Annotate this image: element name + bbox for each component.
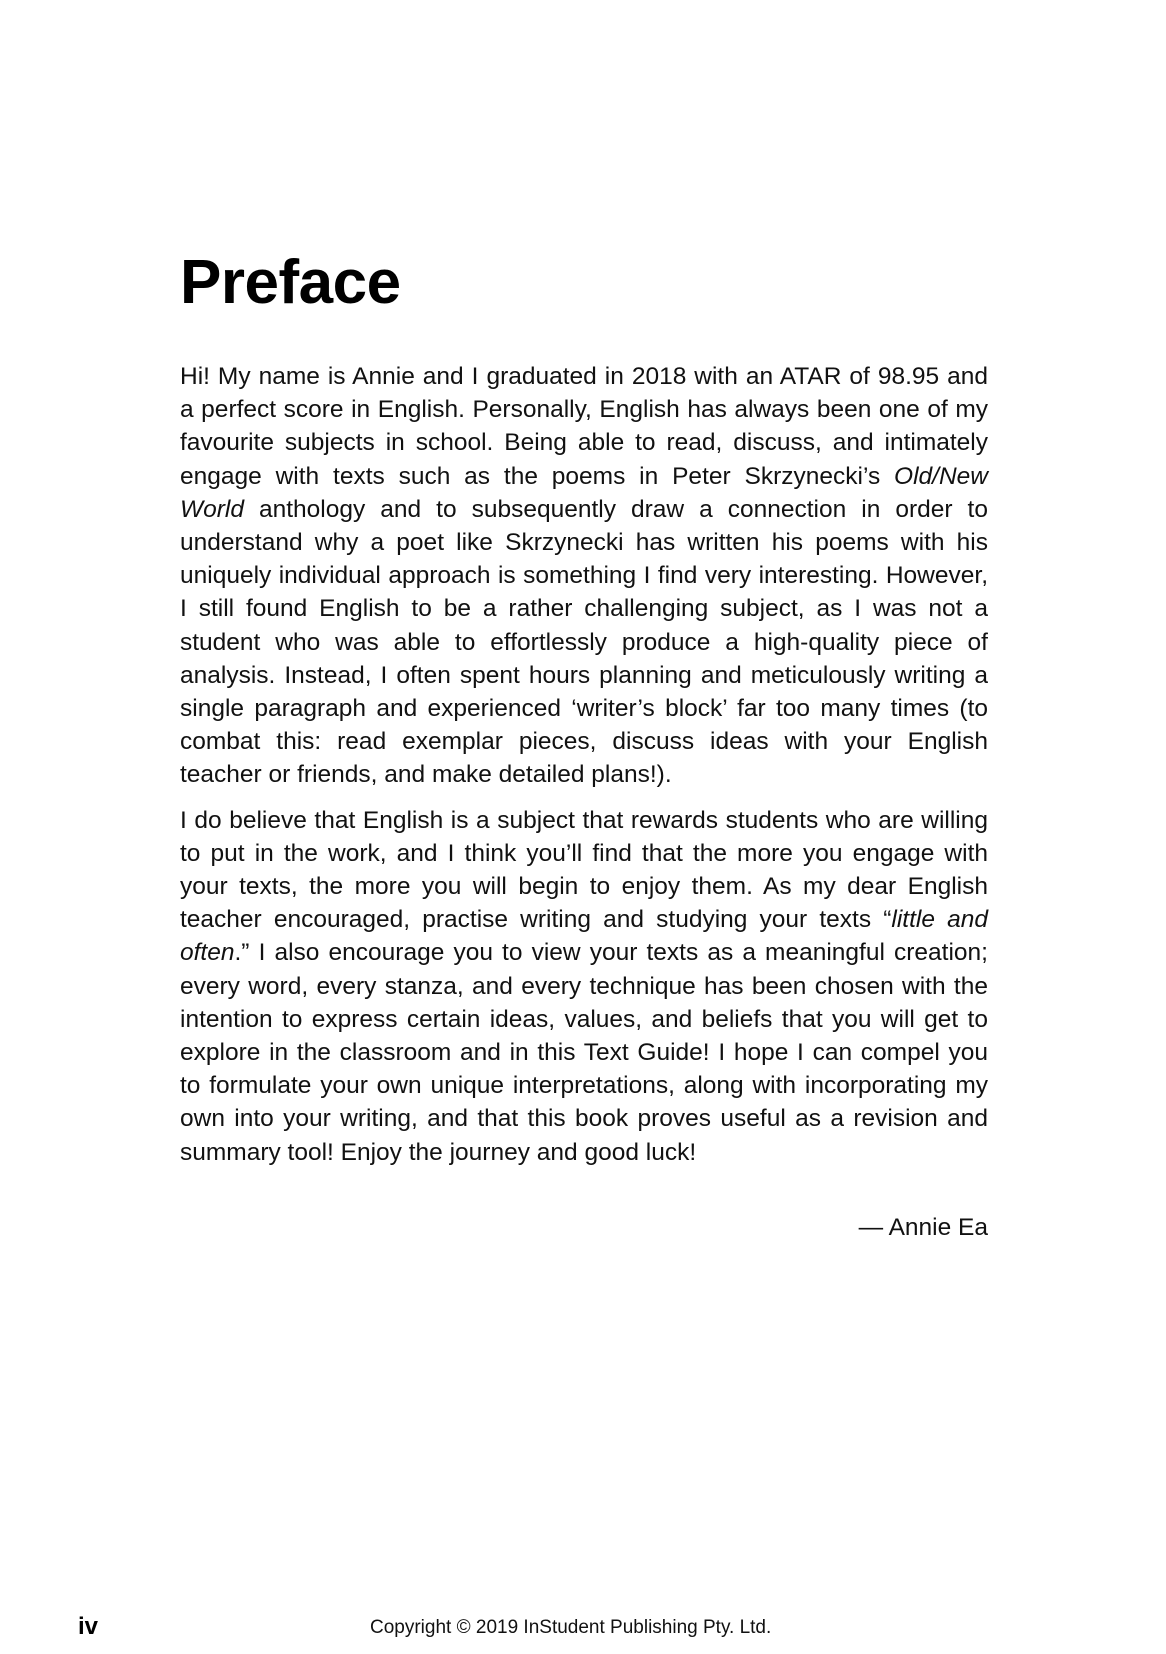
copyright-notice: Copyright © 2019 InStudent Publishing Pty. Ltd. [370,1617,772,1638]
author-signature: — Annie Ea [858,1214,988,1241]
paragraph-1-text-end: anthology and to subsequently draw a connection in order to understand why a poet like Skrzynecki has written his poems with his uniquely individual approach is something I find very interesting. However, I still found English to be a rather challenging subject, as I was not a student who was able to effortlessly produce a high-quality piece of analysis. Instead, I often spent hours planning and meticulously writing a single paragraph and experienced ‘writer’s block’ far too many times (to combat this: read exemplar pieces, discuss ideas with your English teacher or friends, and make detailed plans!). [180,495,988,789]
preface-paragraph-2 [180,804,988,1169]
preface-paragraph-1 [180,360,988,792]
book-title-italic: Old/New World [180,462,988,523]
paragraph-1-text-start: Hi! My name is Annie and I graduated in 2018 with an ATAR of 98.95 and a perfect score in English. Personally, English has always been one of my favourite subjects in school. Being able to read, discuss, and intimately engage with texts such as the poems in Peter Skrzynecki’s [180,363,988,490]
page-title: Preface [180,248,401,317]
preface-body [180,360,988,1181]
quote-italic: little and often [180,906,988,967]
page-number: iv [78,1613,99,1640]
paragraph-2-text-end: .” I also encourage you to view your texts as a meaningful creation; every word, every stanza, and every technique has been chosen with the intention to express certain ideas, values, and beliefs that you will get to explore in the classroom and in this Text Guide! I hope I can compel you to formulate your own unique interpretations, along with incorporating my own into your writing, and that this book proves useful as a revision and summary tool! Enjoy the journey and good luck! [180,939,988,1166]
paragraph-2-text-start: I do believe that English is a subject that rewards students who are willing to put in the work, and I think you’ll find that the more you engage with your texts, the more you will begin to enjoy them. As my dear English teacher encouraged, practise writing and studying your texts “ [180,806,988,934]
